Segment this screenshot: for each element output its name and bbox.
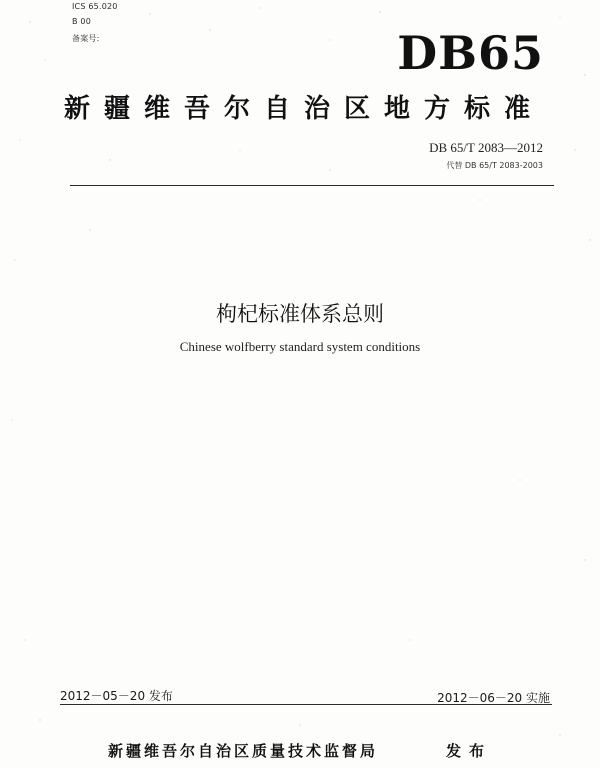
top-divider xyxy=(70,185,554,186)
standard-authority-title: 新疆维吾尔自治区地方标准 xyxy=(64,94,545,124)
standard-code-mark: DB65 xyxy=(397,26,544,80)
document-title-en: Chinese wolfberry standard system conditions xyxy=(179,339,421,354)
ics-code: ICS 65.020 xyxy=(72,2,118,11)
document-title-cn: 枸杞标准体系总则 xyxy=(216,302,384,326)
registration-number-label: 备案号: xyxy=(72,34,100,43)
standard-number: DB 65/T 2083—2012 xyxy=(429,140,543,155)
implementation-date: 2012－06－20 实施 xyxy=(437,691,550,705)
bottom-divider xyxy=(60,704,552,705)
issued-label: 发布 xyxy=(446,742,493,760)
replaced-standard: 代替 DB 65/T 2083-2003 xyxy=(446,161,543,170)
issue-date: 2012－05－20 发布 xyxy=(60,689,173,703)
issuing-authority: 新疆维吾尔自治区质量技术监督局 xyxy=(108,742,379,760)
classification-code: B 00 xyxy=(72,17,92,26)
